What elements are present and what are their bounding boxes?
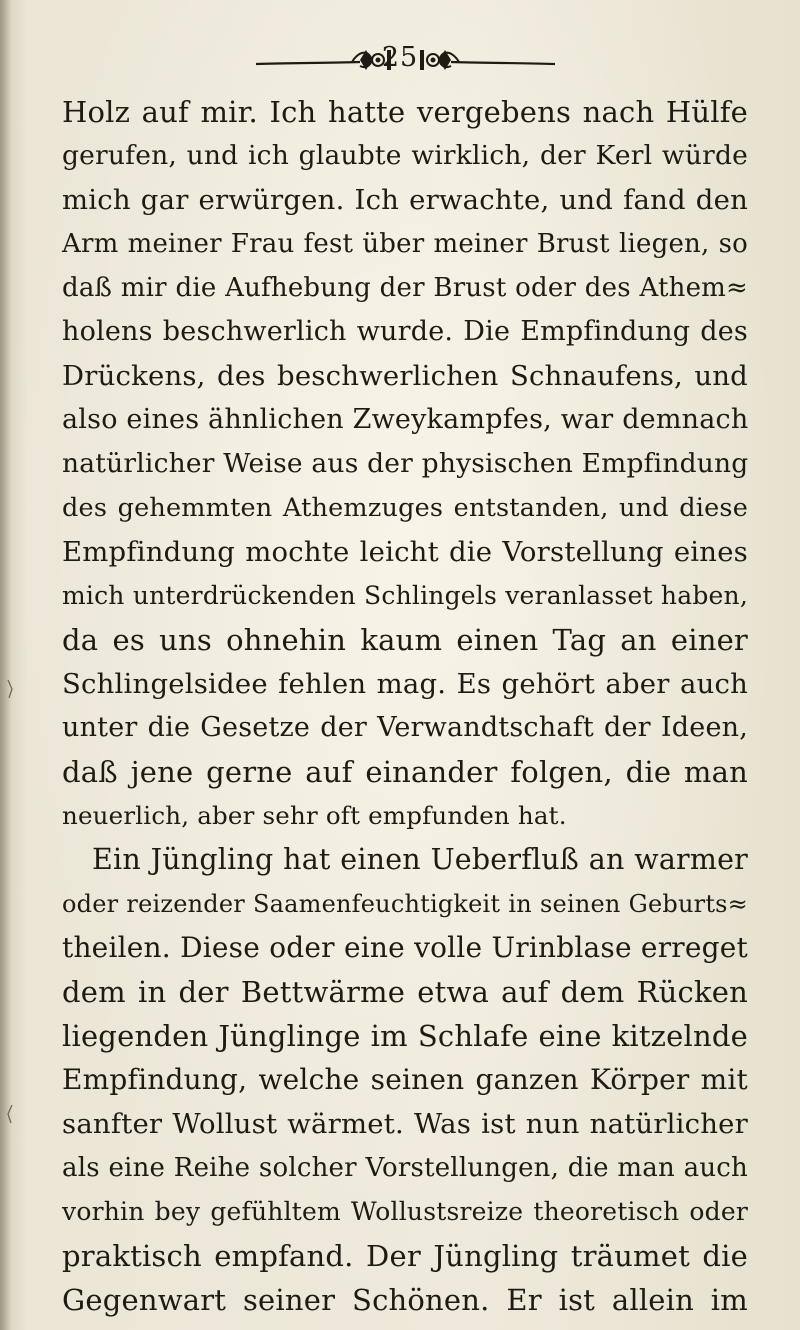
text-line: oder reizender Saamenfeuchtigkeit in seinen Geburts≈ xyxy=(62,890,748,918)
text-line: also eines ähnlichen Zweykampfes, war demnach xyxy=(62,404,749,435)
text-line: Ein Jüngling hat einen Ueberfluß an warmer xyxy=(92,843,748,876)
text-line: des gehemmten Athemzuges entstanden, und diese xyxy=(62,493,748,523)
text-line: mich unterdrückenden Schlingels veranlasset haben, xyxy=(62,581,748,610)
text-line: sanfter Wollust wärmet. Was ist nun natürlicher xyxy=(62,1108,748,1140)
text-line: vorhin bey gefühltem Wollustsreize theoretisch oder xyxy=(62,1197,748,1226)
text-line: Empfindung mochte leicht die Vorstellung eines xyxy=(62,536,748,568)
text-line: neuerlich, aber sehr oft empfunden hat. xyxy=(62,801,567,830)
text-line: Gegenwart seiner Schönen. Er ist allein im xyxy=(62,1283,748,1317)
text-line: mich gar erwürgen. Ich erwachte, und fand den xyxy=(62,184,748,216)
text-line: Arm meiner Frau fest über meiner Brust liegen, so xyxy=(62,229,748,259)
text-line: Schlingelsidee fehlen mag. Es gehört aber auch xyxy=(62,668,748,700)
text-line: da es uns ohnehin kaum einen Tag an einer xyxy=(62,623,748,657)
text-line: unter die Gesetze der Verwandtschaft der Ideen, xyxy=(62,712,748,743)
text-line: theilen. Diese oder eine volle Urinblase erreget xyxy=(62,931,748,964)
text-line: daß jene gerne auf einander folgen, die man xyxy=(62,755,748,789)
text-line: Empfindung, welche seinen ganzen Körper mit xyxy=(62,1063,748,1096)
text-line: praktisch empfand. Der Jüngling träumet die xyxy=(62,1239,748,1273)
page-number: 25 xyxy=(381,42,419,73)
text-line: dem in der Bettwärme etwa auf dem Rücken xyxy=(62,975,748,1009)
text-line: gerufen, und ich glaubte wirklich, der Kerl würde xyxy=(62,140,748,171)
text-line: holens beschwerlich wurde. Die Empfindung des xyxy=(62,316,748,347)
text-line: liegenden Jünglinge im Schlafe eine kitzelnde xyxy=(62,1019,748,1053)
text-line: Drückens, des beschwerlichen Schnaufens, und xyxy=(62,360,748,392)
text-line: Holz auf mir. Ich hatte vergebens nach Hülfe xyxy=(62,95,748,129)
text-line: als eine Reihe solcher Vorstellungen, die man auch xyxy=(62,1153,748,1183)
text-line: natürlicher Weise aus der physischen Empfindung xyxy=(62,448,749,479)
text-line: daß mir die Aufhebung der Brust oder des Athem≈ xyxy=(62,273,748,303)
